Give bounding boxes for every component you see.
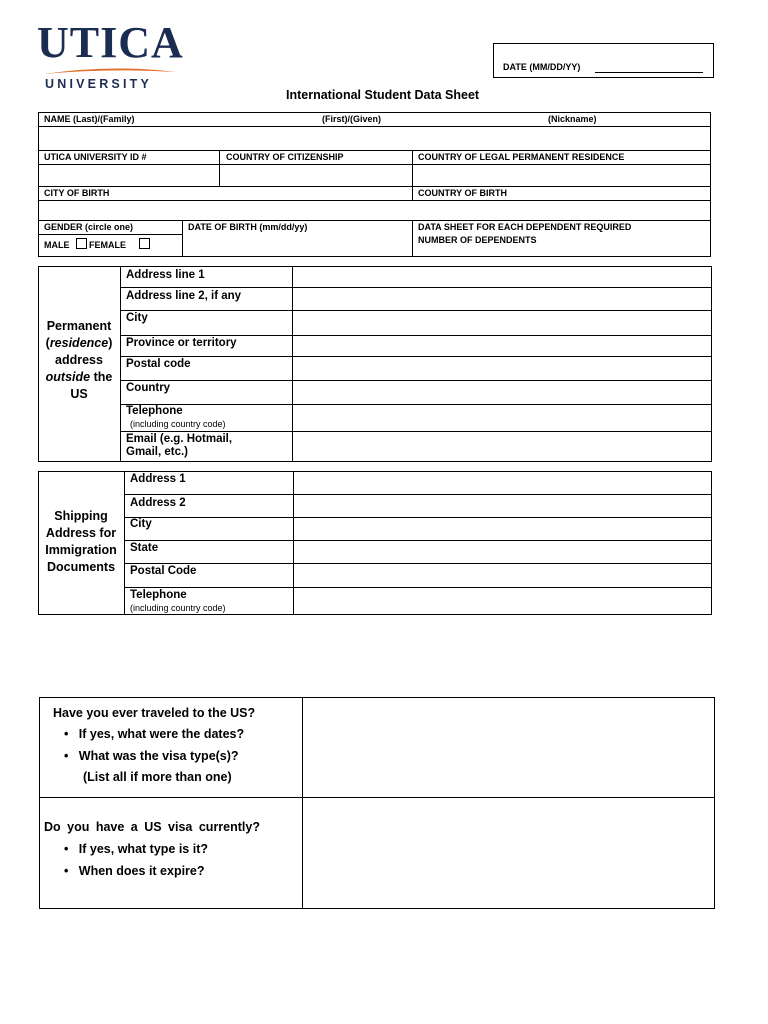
ship-city-field[interactable] bbox=[294, 518, 711, 539]
country-of-birth-label: COUNTRY OF BIRTH bbox=[418, 188, 507, 198]
perm-address1-field[interactable] bbox=[293, 267, 711, 286]
ship-postal-field[interactable] bbox=[294, 564, 711, 586]
ship-telephone-sublabel: (including country code) bbox=[130, 603, 226, 613]
ship-telephone-field[interactable] bbox=[294, 588, 711, 614]
date-label: DATE (MM/DD/YY) bbox=[503, 62, 581, 72]
logo-subtitle: UNIVERSITY bbox=[45, 77, 153, 91]
visa-bullet-type: • If yes, what type is it? bbox=[64, 842, 208, 856]
perm-telephone-sublabel: (including country code) bbox=[130, 419, 226, 429]
name-field[interactable] bbox=[39, 127, 710, 149]
citizenship-label: COUNTRY OF CITIZENSHIP bbox=[226, 152, 344, 162]
dependents-note: DATA SHEET FOR EACH DEPENDENT REQUIRED bbox=[418, 222, 632, 232]
travel-answer-field[interactable] bbox=[303, 698, 714, 796]
perm-postal-field[interactable] bbox=[293, 357, 711, 379]
travel-bullet-visa: • What was the visa type(s)? bbox=[64, 749, 239, 763]
perm-email-label: Email (e.g. Hotmail, Gmail, etc.) bbox=[126, 433, 233, 458]
ship-state-field[interactable] bbox=[294, 541, 711, 562]
travel-bullet-dates: • If yes, what were the dates? bbox=[64, 727, 245, 741]
female-label: FEMALE bbox=[89, 240, 126, 250]
perm-address2-field[interactable] bbox=[293, 288, 711, 309]
utica-id-field[interactable] bbox=[39, 165, 218, 185]
residence-label: COUNTRY OF LEGAL PERMANENT RESIDENCE bbox=[418, 152, 625, 162]
residence-field[interactable] bbox=[413, 165, 710, 185]
female-checkbox[interactable] bbox=[139, 238, 150, 249]
date-field[interactable] bbox=[595, 72, 703, 73]
perm-address2-label: Address line 2, if any bbox=[126, 290, 242, 302]
perm-postal-label: Postal code bbox=[126, 358, 191, 370]
citizenship-field[interactable] bbox=[220, 165, 411, 185]
dob-label: DATE OF BIRTH (mm/dd/yy) bbox=[188, 222, 308, 232]
city-of-birth-label: CITY OF BIRTH bbox=[44, 188, 110, 198]
visa-bullet-expire: • When does it expire? bbox=[64, 864, 205, 878]
dob-field[interactable] bbox=[183, 235, 411, 256]
logo-swoosh-icon bbox=[44, 66, 176, 75]
ship-telephone-label: Telephone bbox=[130, 589, 187, 601]
name-last-label: NAME (Last)/(Family) bbox=[44, 114, 135, 124]
shipping-address-title: Shipping Address for Immigration Documents bbox=[45, 509, 117, 574]
nickname-label: (Nickname) bbox=[548, 114, 597, 124]
utica-id-label: UTICA UNIVERSITY ID # bbox=[44, 152, 147, 162]
perm-telephone-field[interactable] bbox=[293, 405, 711, 430]
gender-label: GENDER (circle one) bbox=[44, 222, 134, 232]
perm-address1-label: Address line 1 bbox=[126, 269, 205, 281]
visa-question: Do you have a US visa currently? bbox=[44, 820, 260, 834]
perm-email-field[interactable] bbox=[293, 432, 711, 461]
ship-address1-label: Address 1 bbox=[130, 473, 186, 485]
ship-city-label: City bbox=[130, 518, 152, 530]
num-dependents-label: NUMBER OF DEPENDENTS bbox=[418, 235, 537, 245]
birth-place-field[interactable] bbox=[39, 201, 710, 219]
perm-telephone-label: Telephone bbox=[126, 405, 183, 417]
permanent-address-title: Permanent (residence) address outside the US bbox=[45, 319, 113, 401]
visa-answer-field[interactable] bbox=[303, 798, 714, 908]
ship-state-label: State bbox=[130, 542, 159, 554]
logo-wordmark: UTICA bbox=[37, 18, 184, 67]
ship-address1-field[interactable] bbox=[294, 472, 711, 493]
travel-note: (List all if more than one) bbox=[83, 770, 232, 784]
perm-country-field[interactable] bbox=[293, 381, 711, 403]
male-checkbox[interactable] bbox=[76, 238, 87, 249]
page-title: International Student Data Sheet bbox=[286, 88, 480, 102]
travel-question: Have you ever traveled to the US? bbox=[53, 706, 256, 720]
perm-province-field[interactable] bbox=[293, 336, 711, 355]
perm-city-label: City bbox=[126, 312, 148, 324]
male-label: MALE bbox=[44, 240, 70, 250]
perm-city-field[interactable] bbox=[293, 311, 711, 334]
ship-address2-label: Address 2 bbox=[130, 497, 186, 509]
ship-postal-label: Postal Code bbox=[130, 565, 197, 577]
ship-address2-field[interactable] bbox=[294, 495, 711, 516]
name-first-label: (First)/(Given) bbox=[322, 114, 382, 124]
perm-province-label: Province or territory bbox=[126, 337, 237, 349]
perm-country-label: Country bbox=[126, 382, 171, 394]
